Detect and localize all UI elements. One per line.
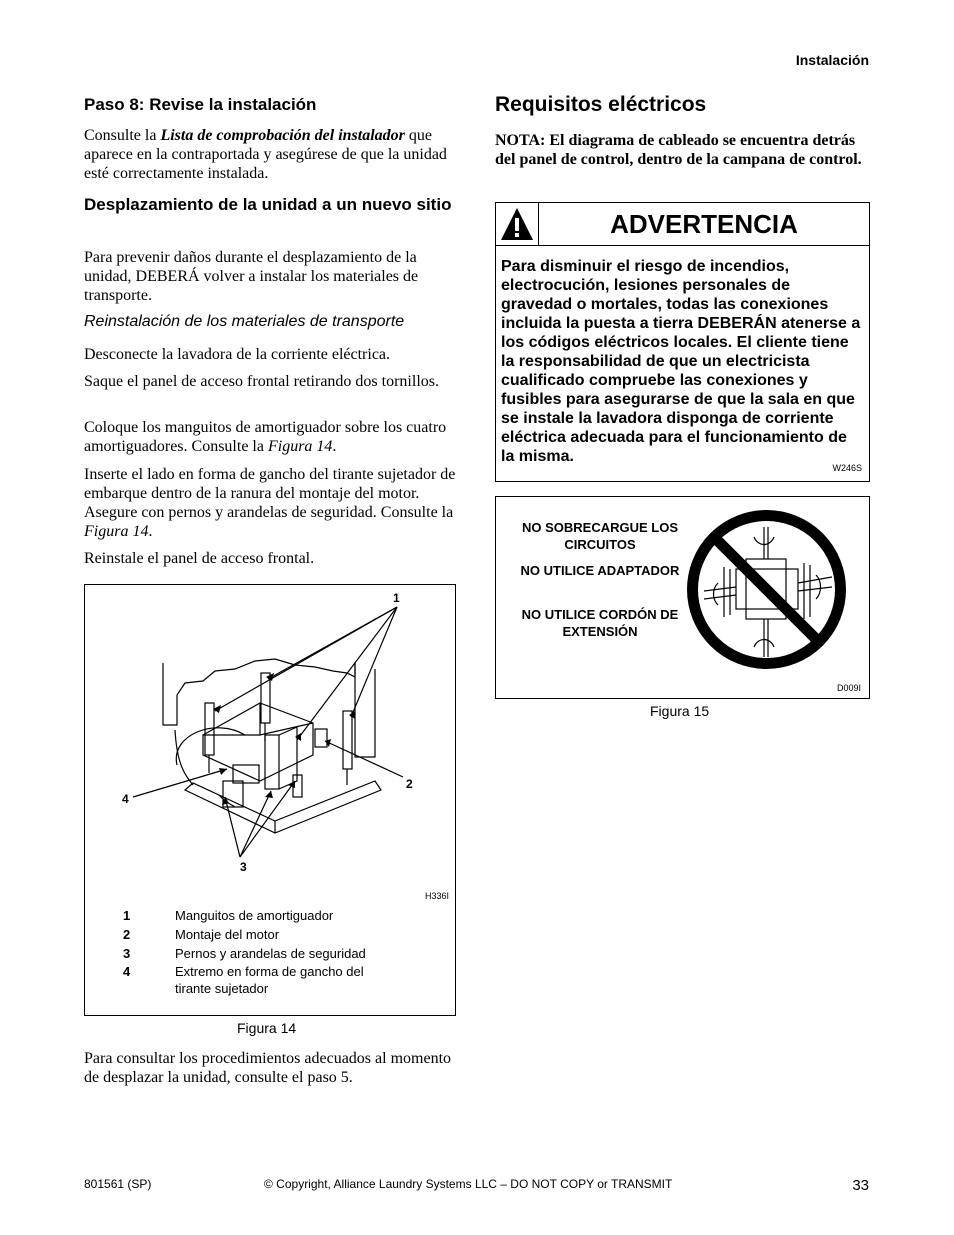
move-heading: Desplazamiento de la unidad a un nuevo sitio — [84, 195, 452, 214]
step8-heading: Paso 8: Revise la instalación — [84, 95, 317, 114]
warning-title: ADVERTENCIA — [610, 209, 798, 239]
figure-15-caption: Figura 15 — [650, 703, 710, 719]
warning-header — [496, 203, 869, 246]
copyright: © Copyright, Alliance Laundry Systems LLC – DO NOT COPY or TRANSMIT — [264, 1177, 673, 1191]
warning-code: W246S — [832, 463, 862, 473]
warning-box — [495, 202, 870, 482]
para-remove-panel: Saque el panel de acceso frontal retirando dos tornillos. — [84, 373, 439, 390]
wiring-note: NOTA: El diagrama de cableado se encuentra detrás del panel de control, dentro de la campana de control. — [495, 132, 862, 168]
no-extension-label: NO UTILICE CORDÓN DE EXTENSIÓN — [521, 607, 679, 639]
legend-item: 1 Manguitos de amortiguador — [123, 908, 334, 923]
figure-15 — [495, 496, 870, 699]
prohibited-plug-icon — [684, 507, 849, 672]
figure-15-code: D009I — [836, 683, 861, 693]
callout-4: 4 — [122, 792, 129, 806]
doc-number: 801561 (SP) — [84, 1177, 152, 1191]
figure-14 — [84, 584, 456, 1016]
figure-14-code: H336I — [425, 891, 450, 901]
warning-text: Para disminuir el riesgo de incendios, electrocución, lesiones personales de gravedad o mortales, todas las conexiones incluida la puesta a tierra DEBERÁN atenerse a los códigos eléctricos locales. El cliente tiene la responsabilidad de que un electricista cualificado compruebe las conexiones y fusibles para asegurarse de que la sala en que se instale la lavadora disponga de corriente eléctrica adecuada para el funcionamiento de la misma. — [501, 258, 861, 465]
legend-item: 3 Pernos y arandelas de seguridad — [123, 946, 366, 961]
move-text: Para prevenir daños durante el desplazamiento de la unidad, DEBERÁ volver a instalar los materiales de transporte. — [84, 249, 419, 304]
running-header: Instalación — [795, 52, 869, 68]
step8-text: Consulte la Lista de comprobación del instalador que aparece en la contraportada y asegúrese de que la unidad esté correctamente instalada. — [84, 127, 447, 182]
page-number: 33 — [852, 1177, 869, 1194]
para-disconnect: Desconecte la lavadora de la corriente eléctrica. — [84, 346, 391, 363]
no-adapter-label: NO UTILICE ADAPTADOR — [520, 563, 680, 578]
legend-item: 2 Montaje del motor — [123, 927, 280, 942]
closing-text: Para consultar los procedimientos adecuados al momento de desplazar la unidad, consulte el paso 5. — [84, 1050, 452, 1086]
electrical-heading: Requisitos eléctricos — [495, 93, 707, 116]
warning-icon — [496, 203, 539, 245]
figure-14-caption: Figura 14 — [237, 1020, 297, 1036]
para-hook: Inserte el lado en forma de gancho del tirante sujetador de embarque dentro de la ranura del montaje del motor. Asegure con pernos y arandelas de seguridad. Consulte la Figura 14. — [84, 466, 456, 540]
reinstall-heading: Reinstalación de los materiales de transporte — [84, 313, 405, 330]
para-sleeves: Coloque los manguitos de amortiguador sobre los cuatro amortiguadores. Consulte la Figura 14. — [84, 419, 447, 455]
para-reinstall-panel: Reinstale el panel de acceso frontal. — [84, 550, 315, 567]
callout-1: 1 — [393, 591, 400, 605]
callout-2: 2 — [406, 777, 413, 791]
legend-item: 4 Extremo en forma de gancho del tirante sujetador — [123, 964, 364, 996]
no-overload-label: NO SOBRECARGUE LOS CIRCUITOS — [521, 520, 678, 552]
callout-3: 3 — [240, 860, 247, 874]
